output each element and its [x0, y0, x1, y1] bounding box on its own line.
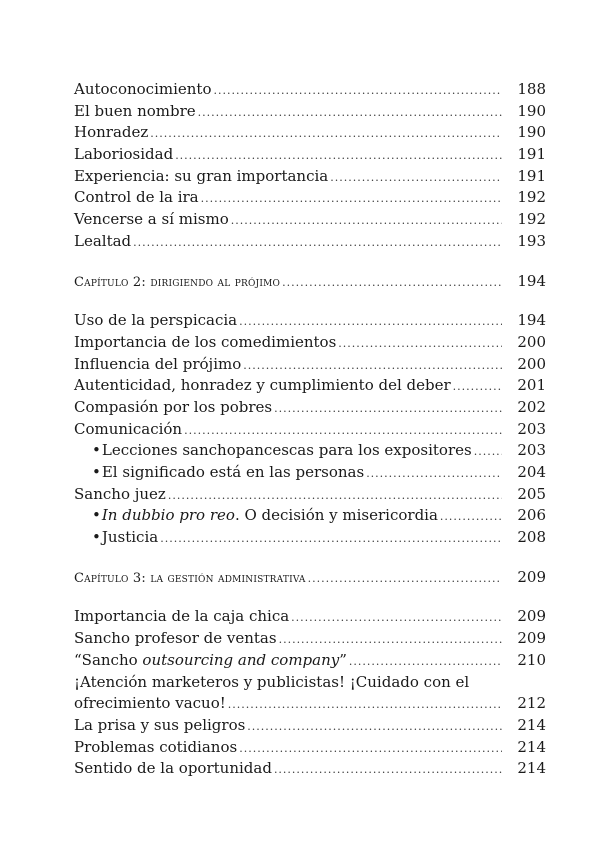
toc-entry: [74, 419, 546, 441]
dot-leader: [239, 738, 502, 760]
toc-entry-title: Sancho juez: [74, 484, 166, 503]
toc-entry-title: Uso de la perspicacia: [74, 311, 238, 330]
toc-entry-page: 203: [517, 419, 546, 438]
toc-entry-title: Experiencia: su gran importancia: [74, 166, 329, 185]
toc-entry-title: Importancia de los comedimientos: [74, 332, 337, 351]
toc-entry: [74, 332, 546, 354]
chapter-page: 194: [517, 271, 546, 290]
toc-entry-title: Sentido de la oportunidad: [74, 759, 272, 778]
dot-leader: [338, 333, 502, 355]
dot-leader: [282, 272, 502, 294]
toc-entry-page: 203: [517, 441, 546, 460]
toc-entry-title: [74, 650, 347, 672]
toc-entry-line1: [74, 672, 546, 694]
toc-entry-title: La prisa y sus peligros: [74, 715, 246, 734]
toc-entry-title: El buen nombre: [74, 101, 196, 120]
toc-entry-label: . O decisión y misericordia: [234, 506, 438, 525]
dot-leader: [243, 355, 502, 377]
toc-entry-page: 190: [517, 123, 546, 142]
toc-entry-label: “Sancho: [74, 650, 143, 669]
toc-entry-title: Problemas cotidianos: [74, 737, 238, 756]
chapter-title: Capítulo 2: dirigiendo al prójimo: [74, 274, 281, 290]
table-of-contents: [74, 79, 546, 780]
dot-leader: [308, 568, 502, 590]
dot-leader: [349, 651, 502, 673]
dot-leader: [366, 463, 502, 485]
toc-entry: [74, 397, 546, 419]
toc-entry-page: 191: [517, 145, 546, 164]
toc-entry: [74, 693, 546, 715]
dot-leader: [228, 694, 502, 716]
dot-leader: [201, 188, 502, 210]
toc-entry-title: Control de la ira: [74, 188, 199, 207]
toc-entry-page: 194: [517, 311, 546, 330]
toc-entry: [74, 758, 546, 780]
toc-entry-title: [92, 440, 472, 462]
dot-leader: [175, 145, 502, 167]
dot-leader: [474, 441, 502, 463]
toc-entry: [74, 484, 546, 506]
toc-entry-title: Autoconocimiento: [74, 80, 212, 98]
toc-entry: [74, 628, 546, 650]
dot-leader: [150, 123, 502, 145]
toc-entry-title: Importancia de la caja chica: [74, 607, 290, 626]
toc-entry: [74, 375, 546, 397]
dot-leader: [184, 420, 502, 442]
bullet-icon: •: [92, 506, 101, 525]
toc-entry-page: 188: [517, 80, 546, 98]
dot-leader: [330, 167, 502, 189]
toc-entry-label-italic: In dubbio pro reo: [101, 506, 235, 525]
toc-entry-label: Lecciones sanchopancescas para los expositores: [101, 441, 472, 460]
toc-entry-title: Influencia del prójimo: [74, 354, 242, 373]
dot-leader: [291, 607, 502, 629]
toc-entry: [74, 310, 546, 332]
toc-entry: [74, 122, 546, 144]
chapter-heading: [74, 271, 546, 293]
toc-entry-page: 193: [517, 231, 546, 250]
toc-entry-title: Laboriosidad: [74, 145, 174, 164]
dot-leader: [214, 80, 503, 102]
toc-entry-title: [92, 527, 158, 549]
toc-entry: [74, 715, 546, 737]
dot-leader: [239, 311, 502, 333]
toc-entry-label-italic: outsourcing and company: [142, 650, 340, 669]
toc-entry-page: 212: [517, 694, 546, 713]
toc-entry: [74, 209, 546, 231]
toc-entry-title: Honradez: [74, 123, 149, 142]
dot-leader: [168, 485, 502, 507]
dot-leader: [160, 528, 502, 550]
toc-entry-title: ¡Atención marketeros y publicistas! ¡Cuidado con el: [74, 672, 470, 691]
toc-entry: [74, 650, 546, 672]
bullet-icon: •: [92, 463, 101, 481]
dot-leader: [247, 716, 502, 738]
toc-entry-title: [92, 462, 364, 484]
toc-entry-page: 214: [517, 759, 546, 778]
dot-leader: [274, 759, 502, 781]
chapter-page: 209: [517, 567, 546, 586]
dot-leader: [453, 376, 502, 398]
toc-entry-title: ofrecimiento vacuo!: [74, 694, 226, 713]
toc-subentry: [74, 462, 546, 484]
toc-entry-title: Compasión por los pobres: [74, 397, 273, 416]
toc-entry-page: 206: [517, 506, 546, 525]
toc-entry-page: 192: [517, 210, 546, 229]
dot-leader: [279, 629, 502, 651]
toc-entry-page: 210: [517, 650, 546, 669]
toc-entry-label: Justicia: [101, 528, 159, 547]
chapter-heading: [74, 567, 546, 589]
toc-entry-page: 191: [517, 166, 546, 185]
toc-entry: [74, 166, 546, 188]
toc-entry-page: 200: [517, 332, 546, 351]
toc-entry-page: 200: [517, 354, 546, 373]
toc-entry: [74, 101, 546, 123]
toc-entry-page: 209: [517, 629, 546, 648]
toc-entry-page: 190: [517, 101, 546, 120]
bullet-icon: •: [92, 441, 101, 460]
toc-entry: [74, 354, 546, 376]
bullet-icon: •: [92, 528, 101, 547]
toc-entry-title: [92, 505, 438, 527]
toc-entry-title: Lealtad: [74, 231, 132, 250]
dot-leader: [440, 506, 502, 528]
chapter-title: Capítulo 3: la gestión administrativa: [74, 570, 306, 586]
toc-entry-title: Vencerse a sí mismo: [74, 210, 229, 229]
toc-entry: [74, 231, 546, 253]
toc-entry-label: ”: [339, 650, 347, 669]
toc-entry-page: 214: [517, 737, 546, 756]
toc-entry-title: Comunicación: [74, 419, 183, 438]
toc-subentry: [74, 527, 546, 549]
toc-entry-page: 192: [517, 188, 546, 207]
dot-leader: [198, 102, 502, 124]
toc-entry-page: 208: [517, 528, 546, 547]
toc-entry-page: 201: [517, 376, 546, 395]
toc-entry: [74, 737, 546, 759]
toc-entry-page: 214: [517, 715, 546, 734]
dot-leader: [231, 210, 502, 232]
toc-entry-page: 202: [517, 397, 546, 416]
dot-leader: [133, 232, 502, 254]
toc-subentry: [74, 505, 546, 527]
toc-entry: [74, 144, 546, 166]
toc-entry-page: 209: [517, 607, 546, 626]
toc-entry-page: 205: [517, 484, 546, 503]
toc-entry-label: El significado está en las personas: [101, 463, 365, 481]
toc-entry-title: Autenticidad, honradez y cumplimiento del deber: [74, 376, 451, 395]
toc-entry: [74, 606, 546, 628]
toc-entry-page: 204: [517, 463, 546, 481]
toc-entry: [74, 79, 546, 101]
toc-entry: [74, 187, 546, 209]
dot-leader: [274, 398, 502, 420]
toc-entry-title: Sancho profesor de ventas: [74, 629, 277, 648]
toc-subentry: [74, 440, 546, 462]
